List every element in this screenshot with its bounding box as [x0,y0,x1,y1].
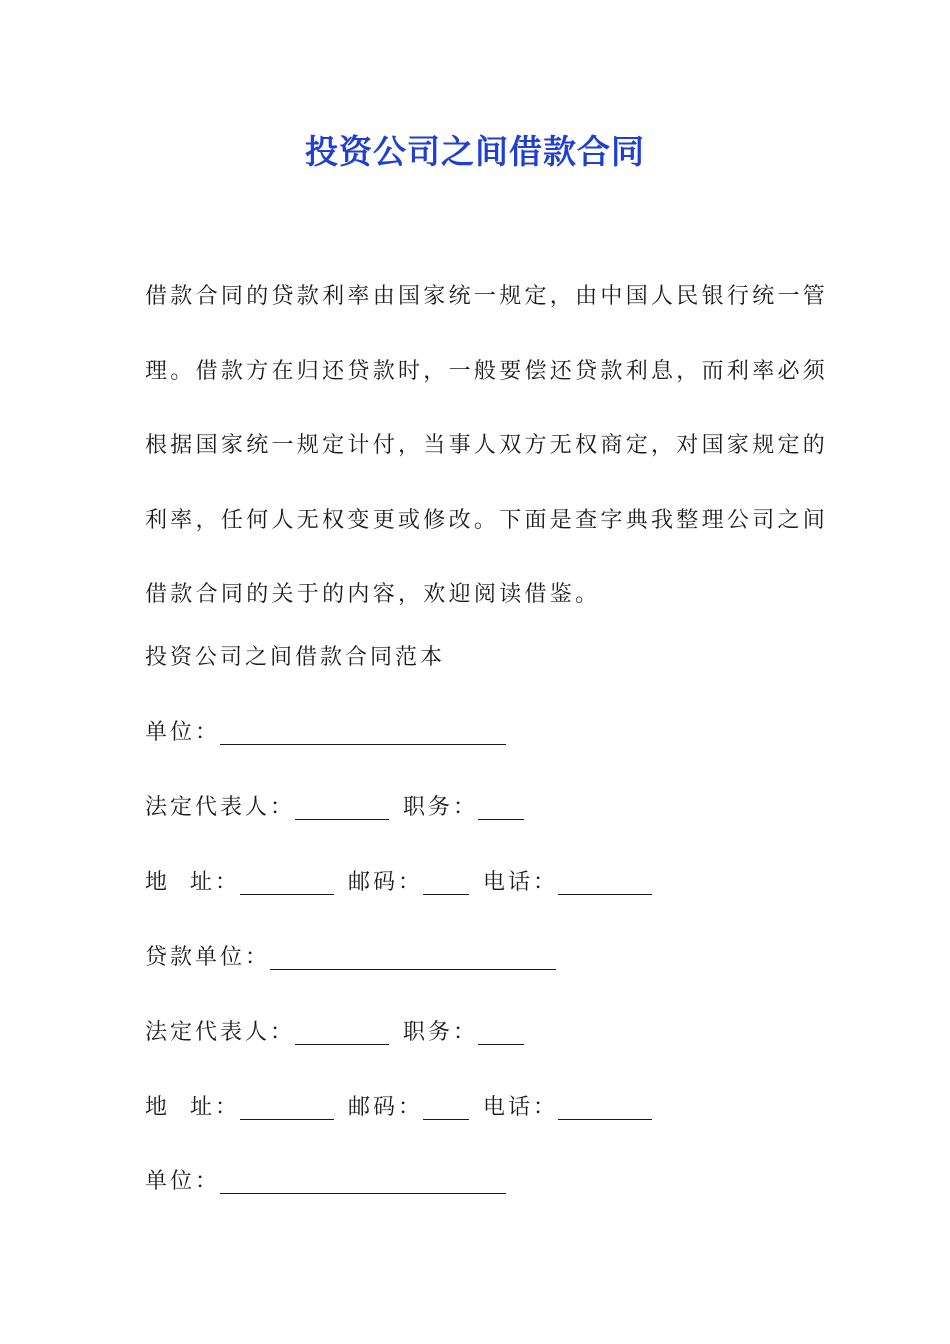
address-row [145,868,652,898]
unit-label: 单位： [145,1169,221,1194]
intro-line: 利率，任何人无权变更或修改。下面是查字典我整理公司之间 [145,507,829,533]
phone-blank [558,872,652,895]
postcode-label: 邮码： [348,870,424,895]
intro-line: 借款合同的关于的内容，欢迎阅读借鉴。 [145,582,601,607]
legal-rep-blank [295,1022,389,1045]
address-row [145,1093,652,1123]
position-blank [478,797,524,820]
unit-label: 单位： [145,720,221,745]
intro-line: 根据国家统一规定计付，当事人双方无权商定，对国家规定的 [145,433,829,458]
position-label: 职务： [403,795,479,820]
legal-rep-blank [295,797,389,820]
legal-rep-label: 法定代表人： [145,795,296,820]
postcode-blank [423,1097,469,1120]
intro-paragraph [145,260,829,633]
address-label: 地 址： [145,1095,240,1120]
unit-blank [220,1171,506,1194]
position-blank [478,1022,524,1045]
address-blank [240,1097,334,1120]
intro-line: 借款合同的贷款利率由国家统一规定，由中国人民银行统一管 [145,284,829,309]
lender-unit-blank [270,947,556,970]
unit-row [145,718,506,748]
legal-rep-row [145,793,524,823]
lender-unit-row [145,943,556,973]
postcode-blank [423,872,469,895]
position-label: 职务： [403,1020,479,1045]
phone-label: 电话： [483,870,559,895]
phone-blank [558,1097,652,1120]
legal-rep-row [145,1018,524,1048]
unit-row [145,1167,506,1197]
phone-label: 电话： [483,1095,559,1120]
address-blank [240,872,334,895]
template-heading: 投资公司之间借款合同范本 [145,645,446,670]
document-title: 投资公司之间借款合同 [305,132,645,171]
unit-blank [220,722,506,745]
intro-line: 理。借款方在归还贷款时，一般要偿还贷款利息，而利率必须 [145,358,829,384]
legal-rep-label: 法定代表人： [145,1020,296,1045]
postcode-label: 邮码： [348,1095,424,1120]
lender-unit-label: 贷款单位： [145,945,271,970]
address-label: 地 址： [145,870,240,895]
